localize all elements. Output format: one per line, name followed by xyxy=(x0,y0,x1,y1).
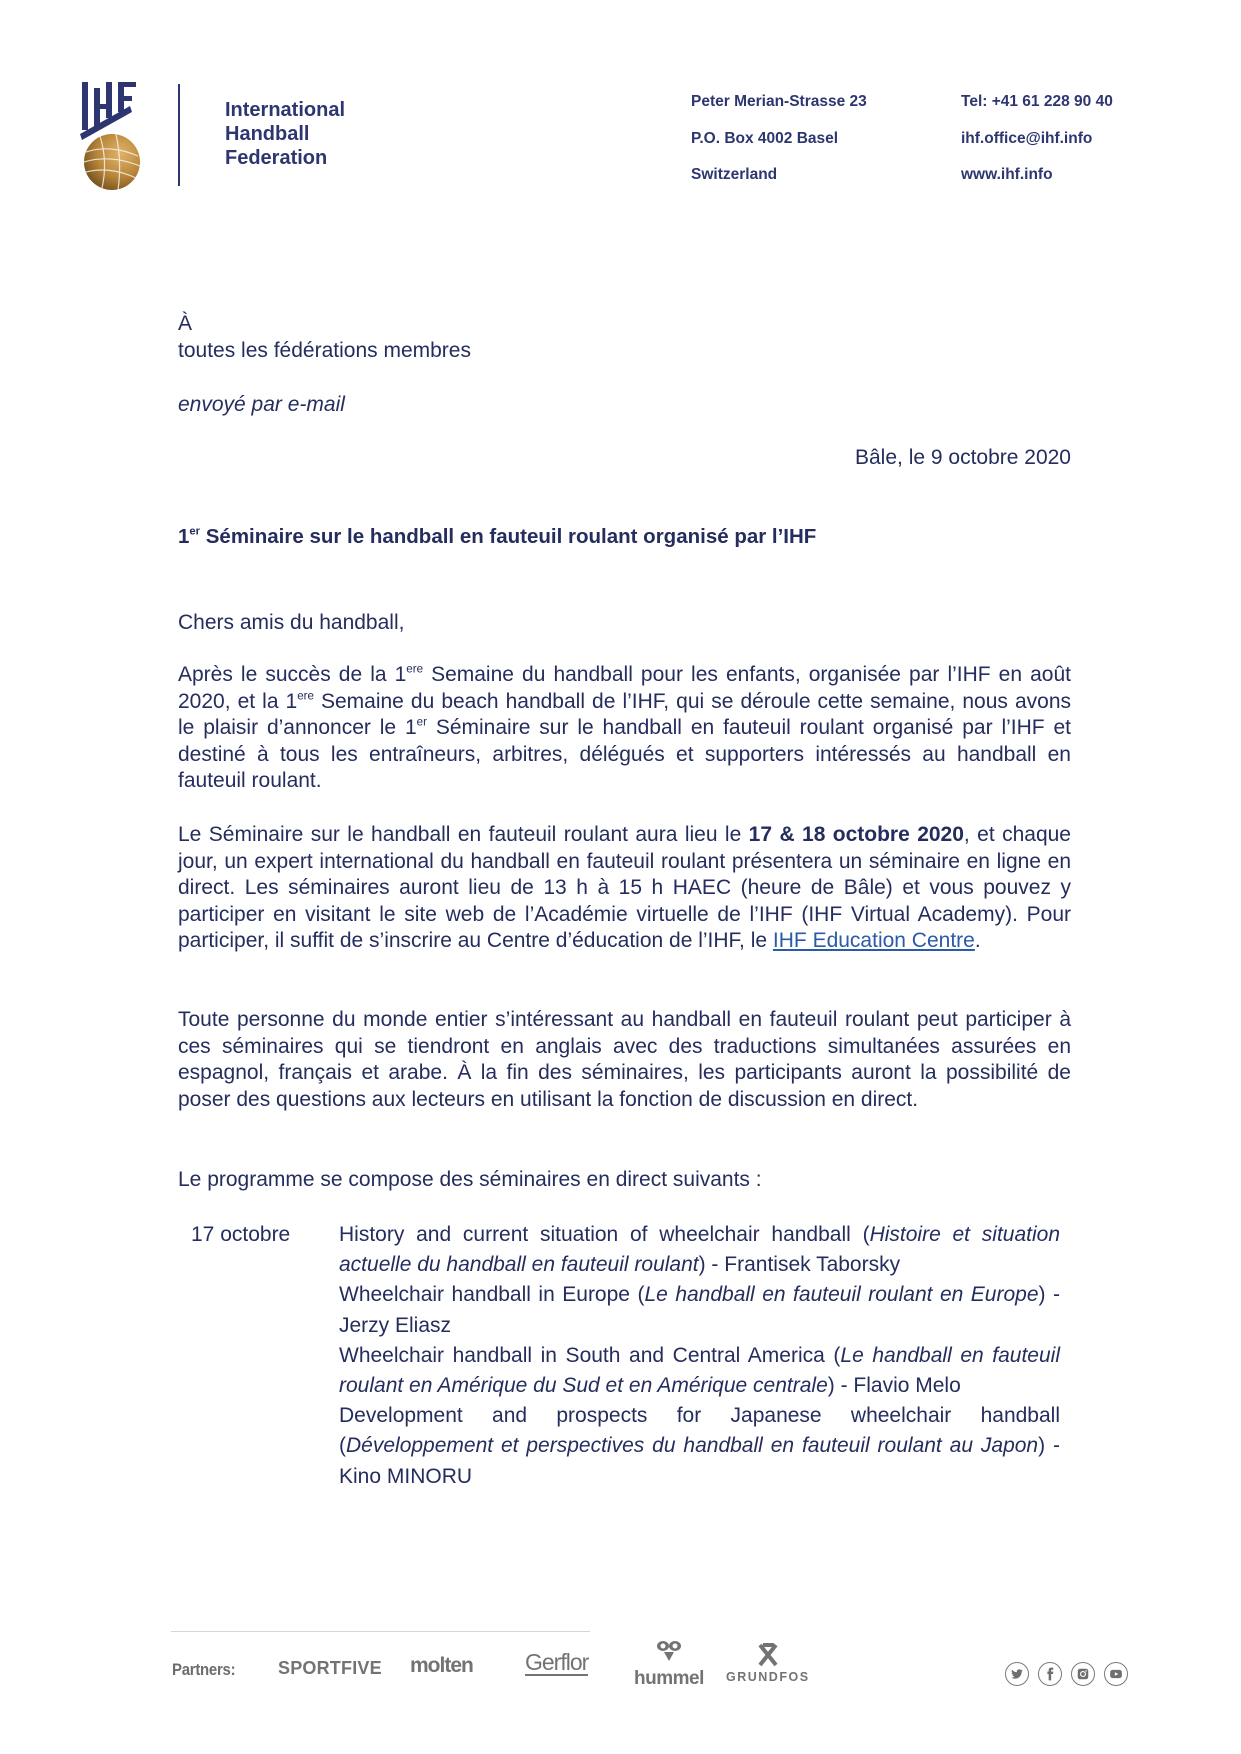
subject-ordinal-suffix: er xyxy=(189,525,201,538)
grundfos-x-icon xyxy=(726,1643,810,1670)
seminar-speaker: ) - Frantisek Taborsky xyxy=(698,1253,901,1277)
education-centre-link[interactable]: IHF Education Centre xyxy=(772,929,975,952)
paragraph-intro xyxy=(178,662,1071,795)
programme-item xyxy=(339,1280,1060,1340)
partner-logo-hummel xyxy=(634,1640,704,1690)
contact-phone: Tel: +41 61 228 90 40 xyxy=(961,93,1113,110)
letter-subject xyxy=(178,525,816,549)
text-run: Le Séminaire sur le handball en fauteuil roulant aura lieu le xyxy=(178,823,749,846)
contact-details xyxy=(961,93,1113,203)
postal-address xyxy=(691,93,867,203)
letter-date: Bâle, le 9 octobre 2020 xyxy=(855,446,1071,469)
partner-logo-grundfos xyxy=(726,1643,810,1684)
ordinal-suffix: ere xyxy=(297,689,314,702)
programme-list xyxy=(339,1220,1060,1492)
facebook-icon[interactable] xyxy=(1038,1662,1062,1686)
seminar-speaker: ) - Jerzy Eliasz xyxy=(339,1283,1061,1337)
paragraph-programme-intro: Le programme se compose des séminaires en direct suivants : xyxy=(178,1168,762,1191)
footer-divider xyxy=(171,1631,590,1632)
ihf-logo-icon xyxy=(80,82,142,192)
ordinal-suffix: er xyxy=(416,716,427,729)
org-name-line: Federation xyxy=(225,147,328,169)
address-country: Switzerland xyxy=(691,166,778,183)
twitter-icon[interactable] xyxy=(1005,1662,1029,1686)
seminar-title-en: Development and prospects for Japanese wheelchair handball ( xyxy=(339,1404,1060,1458)
subject-text: Séminaire sur le handball en fauteuil roulant organisé par l’IHF xyxy=(200,525,817,548)
org-name-line: Handball xyxy=(225,123,310,145)
hummel-bee-icon xyxy=(634,1640,704,1668)
youtube-icon[interactable] xyxy=(1104,1662,1128,1686)
text-run: Après le succès de la 1 xyxy=(178,663,407,686)
text-run: Semaine du handball pour les enfants, organisée par l’IHF en août 2020, et la 1 xyxy=(178,663,1071,713)
ordinal-suffix: ere xyxy=(406,663,423,676)
grundfos-wordmark: GRUNDFOS xyxy=(726,1670,810,1684)
seminar-speaker: ) - Kino MINORU xyxy=(339,1434,1060,1488)
address-street: Peter Merian-Strasse 23 xyxy=(691,93,867,110)
subject-ordinal: 1 xyxy=(178,525,190,548)
text-run: Semaine du beach handball de l’IHF, qui se déroule cette semaine, nous avons le plaisir d’annoncer le 1 xyxy=(178,689,1071,739)
seminar-title-fr: Développement et perspectives du handball en fauteuil roulant au Japon xyxy=(346,1434,1039,1458)
partner-logo-sportfive: SPORTFIVE xyxy=(278,1658,382,1678)
org-name-line: International xyxy=(225,99,346,121)
programme-item xyxy=(339,1341,1060,1401)
text-run: , et chaque jour, un expert international du handball en fauteuil roulant présentera un séminaire en ligne en direct. Les séminaires auront lieu de 13 h à 15 h HAEC (heure de Bâle) et vous pouvez y participer en visitant le site web de l’Académie virtuelle de l’IHF (IHF Virtual Academy). Pour participer, il suffit de s’inscrire au Centre d’éducation de l’IHF, le xyxy=(178,823,1071,952)
sent-via: envoyé par e-mail xyxy=(178,393,345,416)
address-po-box: P.O. Box 4002 Basel xyxy=(691,129,839,147)
paragraph-participation: Toute personne du monde entier s’intéressant au handball en fauteuil roulant peut participer à ces séminaires qui se tiendront en anglais avec des traductions simultanées assurées en espagnol, français et arabe. À la fin des séminaires, les participants auront la possibilité de poser des questions aux lecteurs en utilisant la fonction de discussion en direct. xyxy=(178,1008,1071,1111)
seminar-title-en: History and current situation of wheelchair handball ( xyxy=(339,1223,870,1246)
recipient-prefix: À xyxy=(178,312,193,335)
organization-name xyxy=(225,98,345,170)
recipient-name: toutes les fédérations membres xyxy=(178,338,471,362)
seminar-title-fr: Le handball en fauteuil roulant en Europe xyxy=(644,1283,1039,1307)
paragraph-schedule xyxy=(178,822,1071,955)
seminar-title-fr: Le handball en fauteuil roulant en Amérique du Sud et en Amérique centrale xyxy=(339,1343,1060,1398)
seminar-dates: 17 & 18 octobre 2020 xyxy=(748,823,964,846)
programme-date: 17 octobre xyxy=(191,1223,291,1246)
seminar-title-en: Wheelchair handball in Europe ( xyxy=(339,1283,645,1307)
partner-logo-molten: molten xyxy=(410,1654,473,1677)
text-run: Séminaire sur le handball en fauteuil roulant organisé par l’IHF et destiné à tous les entraîneurs, arbitres, délégués et supporters intéressés au handball en fauteuil roulant. xyxy=(178,716,1071,792)
seminar-title-en: Wheelchair handball in South and Central America ( xyxy=(339,1343,841,1367)
seminar-speaker: ) - Flavio Melo xyxy=(827,1374,961,1398)
logo-divider xyxy=(178,84,180,186)
instagram-icon[interactable] xyxy=(1071,1662,1095,1686)
text-run: . xyxy=(974,929,981,952)
greeting: Chers amis du handball, xyxy=(178,611,405,634)
recipient-block xyxy=(178,311,471,364)
seminar-title-fr: Histoire et situation actuelle du handball en fauteuil roulant xyxy=(339,1223,1060,1277)
partners-label: Partners: xyxy=(172,1660,236,1679)
programme-item xyxy=(339,1220,1060,1280)
contact-website[interactable]: www.ihf.info xyxy=(961,166,1053,183)
contact-email[interactable]: ihf.office@ihf.info xyxy=(961,129,1093,147)
partner-logo-gerflor: Gerflor xyxy=(525,1649,589,1675)
hummel-wordmark: hummel xyxy=(634,1668,704,1689)
programme-item xyxy=(339,1401,1060,1492)
